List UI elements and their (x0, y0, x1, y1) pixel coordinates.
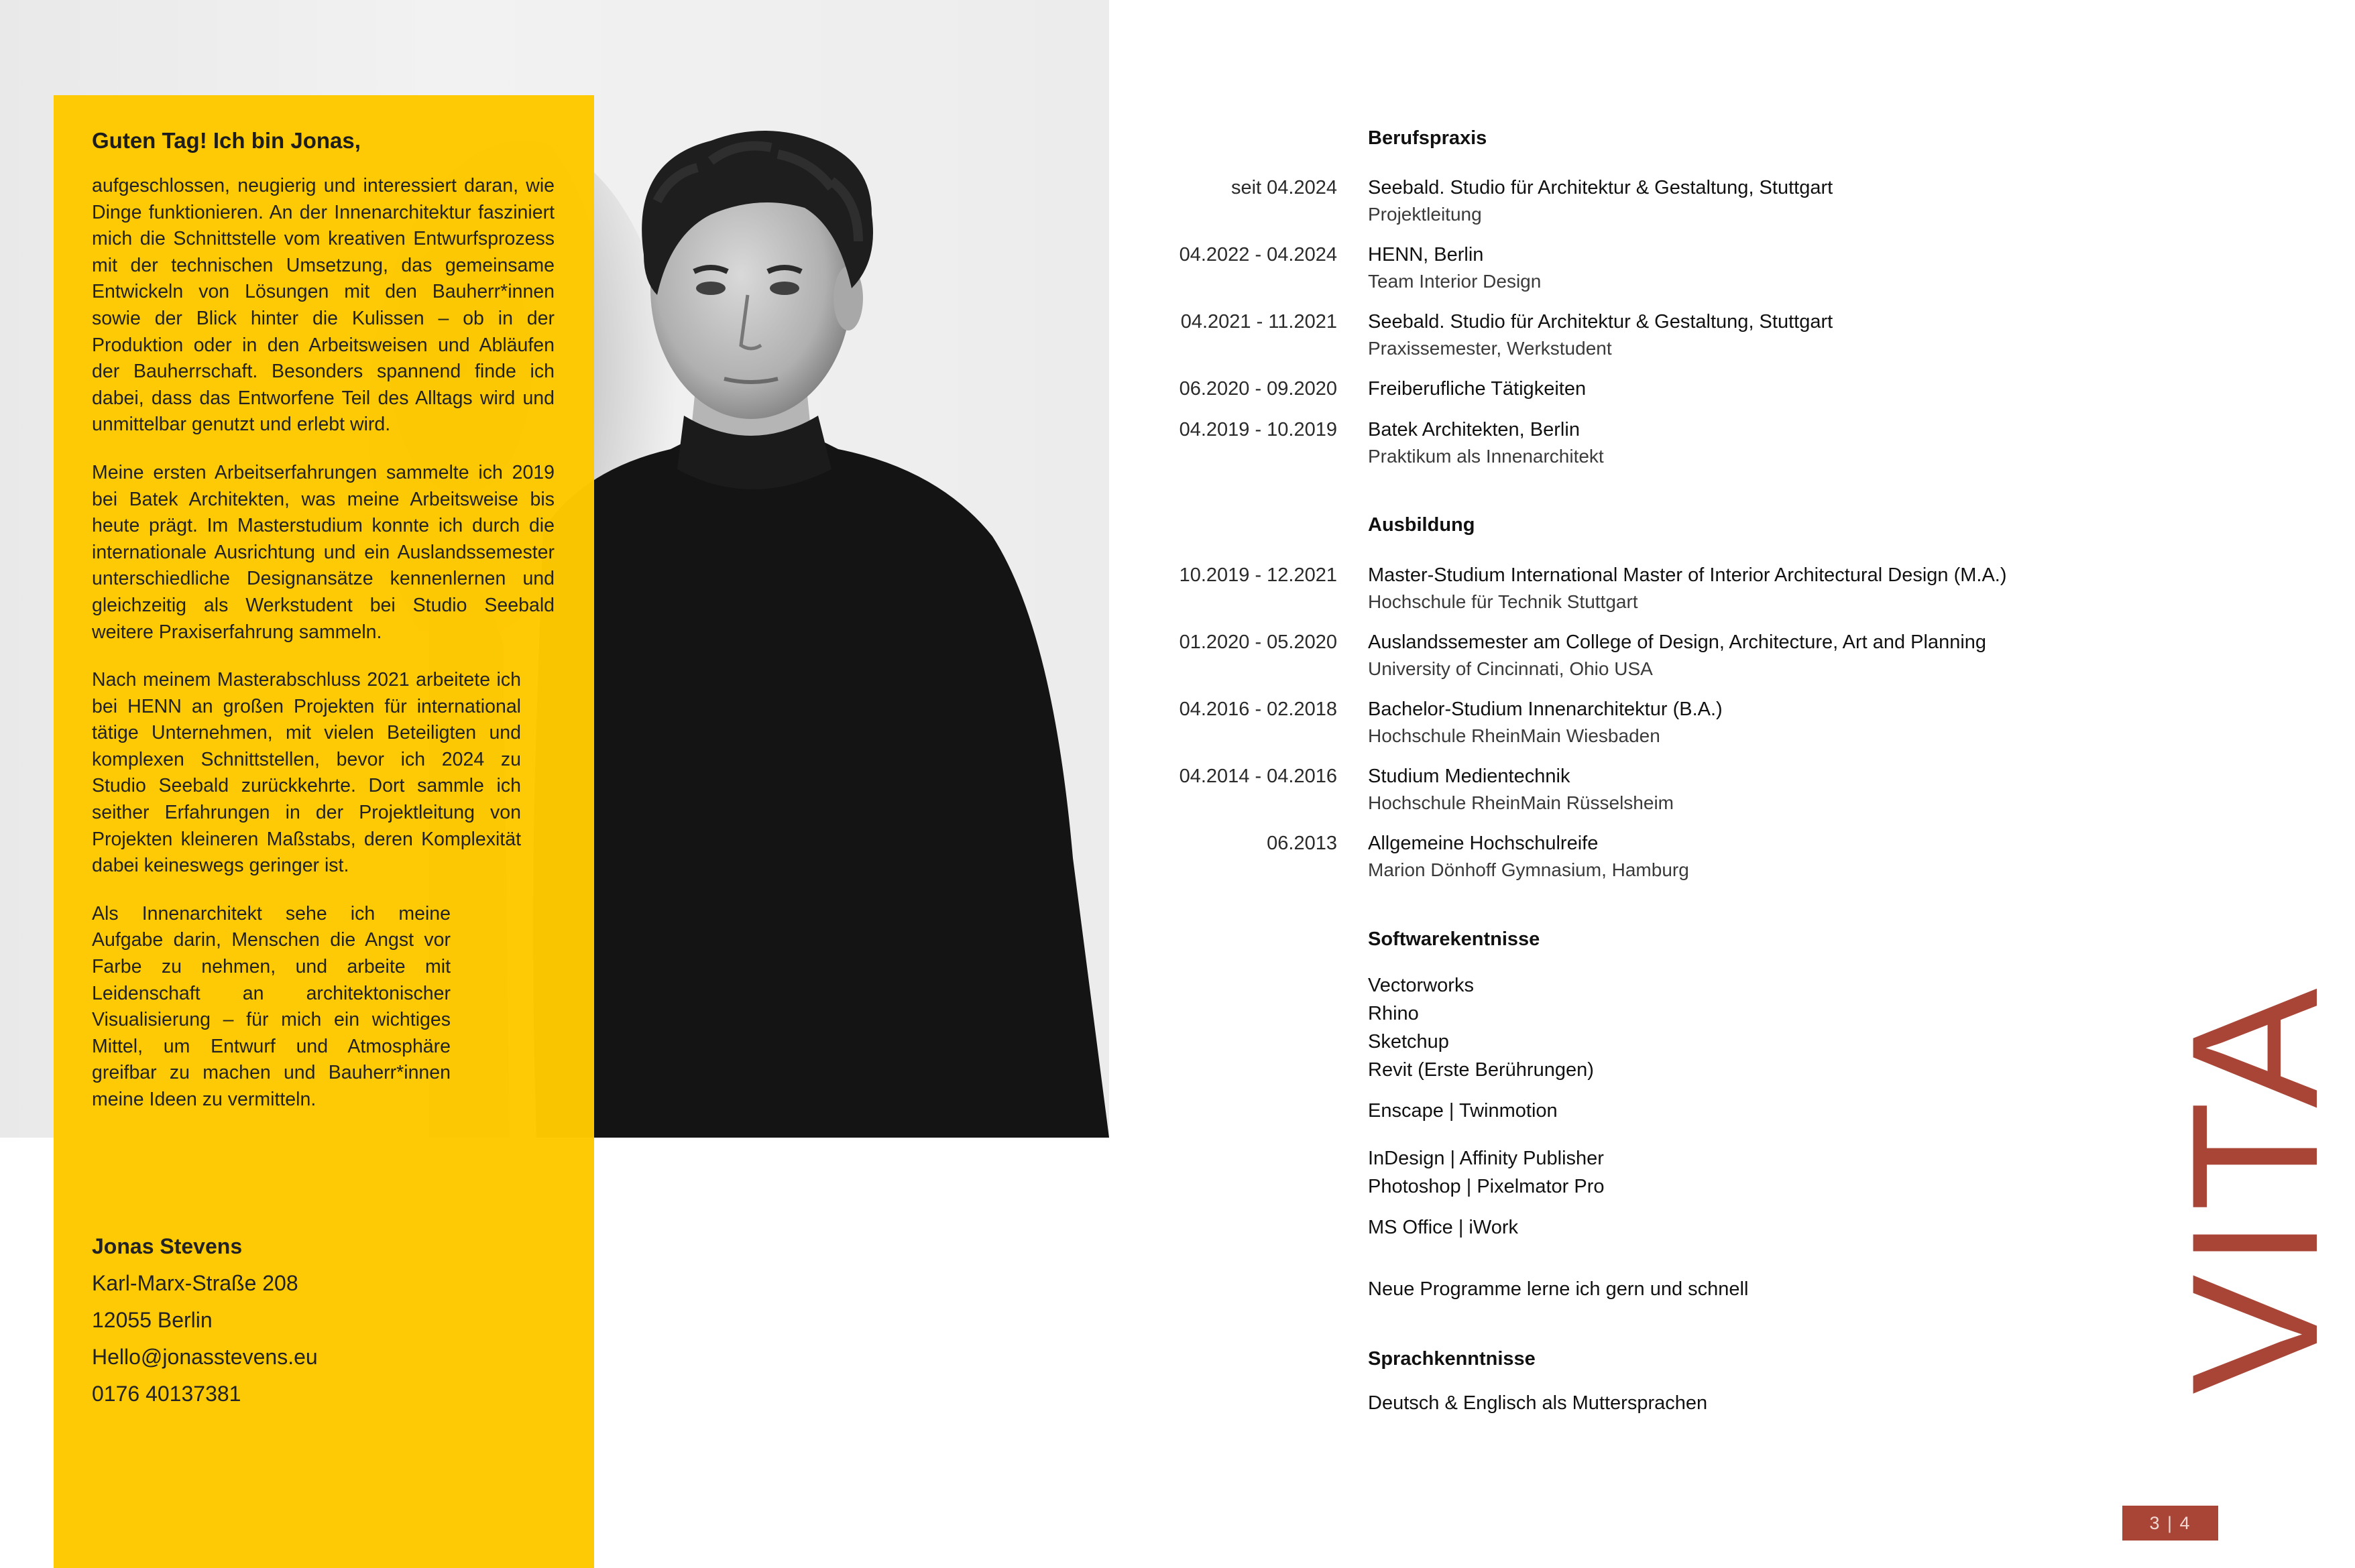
cv-main: Allgemeine Hochschulreife (1368, 833, 1599, 854)
cv-sub: Hochschule für Technik Stuttgart (1368, 591, 1638, 612)
software-item: Sketchup (1368, 1031, 1449, 1052)
cv-main: Freiberufliche Tätigkeiten (1368, 378, 1587, 400)
cv-main: HENN, Berlin (1368, 244, 1484, 265)
cv-main: Seebald. Studio für Architektur & Gestaltung, Stuttgart (1368, 311, 1833, 333)
cv-sub: Projektleitung (1368, 204, 1482, 225)
page-number: 3 | 4 (2122, 1506, 2218, 1541)
cv-main: Studium Medientechnik (1368, 766, 1570, 787)
cv-main: Auslandssemester am College of Design, Architecture, Art and Planning (1368, 631, 1987, 653)
cv-date: 06.2013 (1267, 833, 1337, 854)
contact-name: Jonas Stevens (92, 1234, 243, 1258)
contact-street: Karl-Marx-Straße 208 (92, 1271, 298, 1295)
cv-date: seit 04.2024 (1230, 177, 1337, 198)
cv-date: 04.2022 - 04.2024 (1179, 244, 1337, 265)
cv-date: 04.2016 - 02.2018 (1179, 699, 1337, 720)
intro-title: Guten Tag! Ich bin Jonas, (92, 128, 361, 153)
intro-paragraph: Meine ersten Arbeitserfahrungen sammelte ich 2019 bei Batek Architekten, was meine Arbeitsweise bis heute prägt. Im Masterstudium konnte ich durch die internationale Ausrichtung und ein Auslandssemester unterschiedliche Designansätze kennenlernen und gleichzeitig als Werkstudent bei Studio Seebald weitere Praxiserfahrung sammeln. (92, 461, 555, 643)
cv-main: Seebald. Studio für Architektur & Gestaltung, Stuttgart (1368, 177, 1833, 198)
cv-main: Batek Architekten, Berlin (1368, 419, 1580, 440)
cv-date: 06.2020 - 09.2020 (1179, 378, 1337, 400)
cv-sub: Praktikum als Innenarchitekt (1368, 446, 1604, 467)
intro-section (92, 126, 555, 1135)
cv-date: 04.2014 - 04.2016 (1179, 766, 1337, 787)
cv-sub: Praxissemester, Werkstudent (1368, 338, 1612, 359)
cv-sub: Marion Dönhoff Gymnasium, Hamburg (1368, 859, 1689, 880)
software-item: Revit (Erste Berührungen) (1368, 1059, 1594, 1081)
cv-main: Bachelor-Studium Innenarchitektur (B.A.) (1368, 699, 1723, 720)
software-item: InDesign | Affinity Publisher (1368, 1148, 1604, 1169)
cv-main: Master-Studium International Master of Interior Architectural Design (M.A.) (1368, 564, 2007, 586)
cv-date: 10.2019 - 12.2021 (1179, 564, 1337, 586)
software-item: Rhino (1368, 1003, 1419, 1024)
cv-sub: University of Cincinnati, Ohio USA (1368, 658, 1653, 679)
software-item: Enscape | Twinmotion (1368, 1100, 1558, 1122)
sprachen-text: Deutsch & Englisch als Muttersprachen (1368, 1392, 1708, 1414)
software-item: Photoshop | Pixelmator Pro (1368, 1176, 1605, 1197)
section-title-ausbildung: Ausbildung (1368, 514, 1475, 536)
intro-paragraph: Nach meinem Masterabschluss 2021 arbeitete ich bei HENN an großen Projekten für international tätige Unternehmen, mit vielen Beteiligten und komplexen Schnittstellen, bevor ich 2024 zu Studio Seebald zurückkehrte. Dort sammle ich seither Erfahrungen in der Projektleitung von Projekten kleineren Maßstabs, deren Komplexität dabei keineswegs geringer ist. (92, 669, 521, 877)
cv-date: 04.2019 - 10.2019 (1179, 419, 1337, 440)
software-item: Neue Programme lerne ich gern und schnell (1368, 1278, 1749, 1300)
contact-phone[interactable]: 0176 40137381 (92, 1382, 241, 1406)
contact-email[interactable]: Hello@jonasstevens.eu (92, 1345, 318, 1369)
section-title-sprachen: Sprachkenntnisse (1368, 1348, 1536, 1370)
software-item: MS Office | iWork (1368, 1217, 1518, 1238)
software-item: Vectorworks (1368, 975, 1474, 996)
intro-paragraph: Als Innenarchitekt sehe ich meine Aufgabe darin, Menschen die Angst vor Farbe zu nehmen, und arbeite mit Leidenschaft an architektonischer Visualisierung – für mich ein wichtiges Mittel, um Entwurf und Atmosphäre greifbar zu machen und Bauherr*innen meine Ideen zu vermitteln. (92, 902, 451, 1110)
cv-sub: Team Interior Design (1368, 271, 1542, 292)
section-title-software: Softwarekentnisse (1368, 928, 1540, 950)
contact-city: 12055 Berlin (92, 1308, 213, 1332)
section-title-berufspraxis: Berufspraxis (1368, 127, 1487, 149)
vita-text: VITA (2154, 981, 2355, 1394)
cv-date: 01.2020 - 05.2020 (1179, 631, 1337, 653)
intro-paragraph: aufgeschlossen, neugierig und interessiert daran, wie Dinge funktionieren. An der Innenarchitektur fasziniert mich die Schnittstelle vom kreativen Entwurfsprozess mit der technischen Umsetzung, das gemeinsame Entwickeln von Lösungen mit den Bauherr*innen sowie der Blick hinter die Kulissen – ob in der Produktion oder in den Arbeitsweisen und Abläufen der Bauherrschaft. Besonders spannend finde ich dabei, dass das Entworfene Teil des Alltags wird und unmittelbar genutzt und erlebt wird. (92, 175, 555, 436)
cv-date: 04.2021 - 11.2021 (1180, 311, 1337, 333)
contact-block (92, 1228, 318, 1412)
cv-sub: Hochschule RheinMain Rüsselsheim (1368, 792, 1674, 813)
cv-sub: Hochschule RheinMain Wiesbaden (1368, 725, 1660, 746)
